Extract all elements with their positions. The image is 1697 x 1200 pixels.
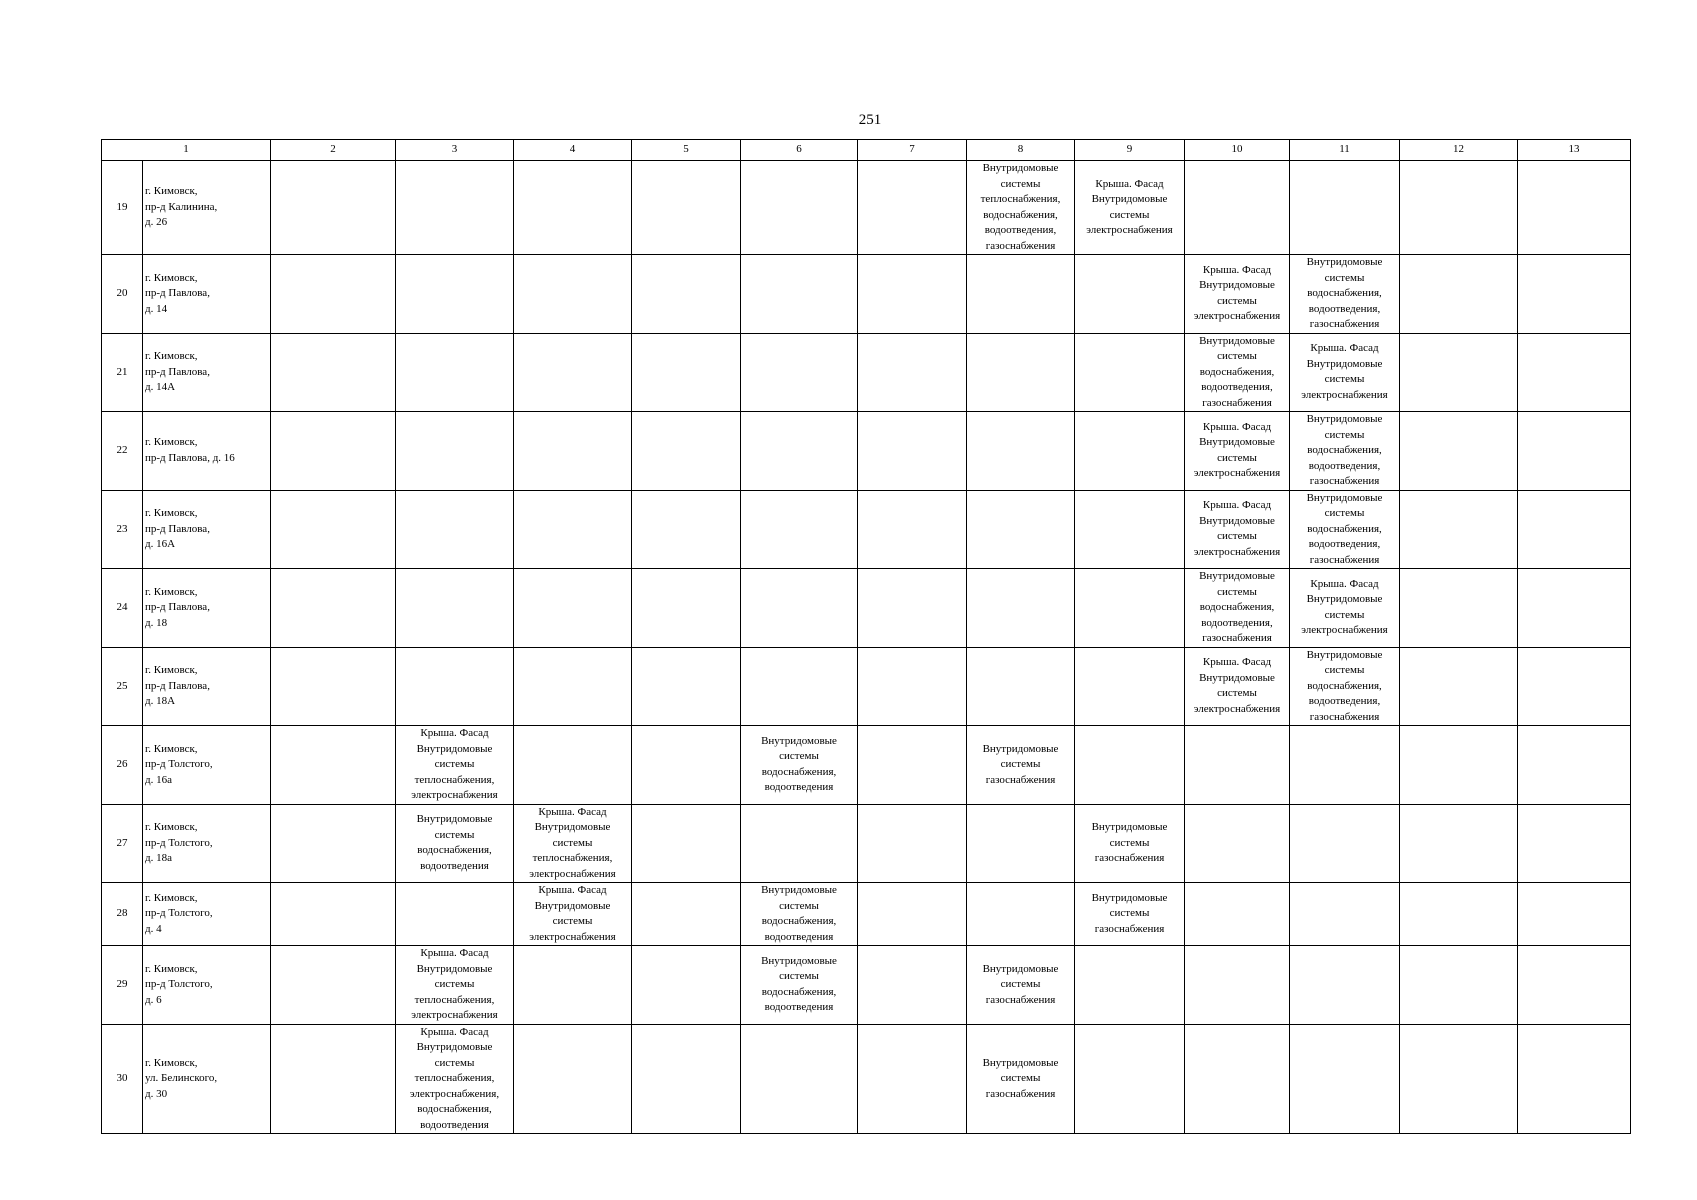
work-cell-col-6 <box>741 161 858 255</box>
work-cell-col-3 <box>396 490 514 569</box>
work-cell-col-8: Внутридомовые системы газоснабжения <box>967 946 1075 1025</box>
work-cell-col-6 <box>741 412 858 491</box>
work-cell-col-7 <box>858 569 967 648</box>
work-cell-col-7 <box>858 255 967 334</box>
work-cell-col-9 <box>1075 726 1185 805</box>
work-cell-col-2 <box>271 161 396 255</box>
work-cell-col-11: Крыша. Фасад Внутридомовые системы электроснабжения <box>1290 569 1400 648</box>
work-cell-col-6 <box>741 1024 858 1134</box>
work-cell-col-12 <box>1400 883 1518 946</box>
row-number: 30 <box>102 1024 143 1134</box>
work-cell-col-2 <box>271 647 396 726</box>
work-cell-col-11 <box>1290 804 1400 883</box>
work-cell-col-5 <box>632 804 741 883</box>
work-cell-col-12 <box>1400 569 1518 648</box>
header-cell: 3 <box>396 140 514 161</box>
works-table <box>101 139 1631 1134</box>
work-cell-col-11: Внутридомовые системы водоснабжения, водоотведения, газоснабжения <box>1290 490 1400 569</box>
work-cell-col-2 <box>271 490 396 569</box>
work-cell-col-6: Внутридомовые системы водоснабжения, водоотведения <box>741 946 858 1025</box>
row-number: 23 <box>102 490 143 569</box>
work-cell-col-2 <box>271 569 396 648</box>
row-number: 19 <box>102 161 143 255</box>
work-cell-col-2 <box>271 946 396 1025</box>
row-number: 28 <box>102 883 143 946</box>
work-cell-col-9 <box>1075 255 1185 334</box>
work-cell-col-8 <box>967 333 1075 412</box>
work-cell-col-9 <box>1075 333 1185 412</box>
work-cell-col-2 <box>271 333 396 412</box>
table-row <box>102 569 1631 648</box>
work-cell-col-13 <box>1518 647 1631 726</box>
work-cell-col-13 <box>1518 412 1631 491</box>
table-row <box>102 804 1631 883</box>
work-cell-col-13 <box>1518 333 1631 412</box>
header-cell: 10 <box>1185 140 1290 161</box>
work-cell-col-11: Крыша. Фасад Внутридомовые системы электроснабжения <box>1290 333 1400 412</box>
work-cell-col-12 <box>1400 412 1518 491</box>
work-cell-col-2 <box>271 255 396 334</box>
table-row <box>102 412 1631 491</box>
work-cell-col-4 <box>514 412 632 491</box>
work-cell-col-10: Крыша. Фасад Внутридомовые системы электроснабжения <box>1185 255 1290 334</box>
work-cell-col-5 <box>632 946 741 1025</box>
work-cell-col-12 <box>1400 804 1518 883</box>
work-cell-col-6 <box>741 333 858 412</box>
work-cell-col-4 <box>514 647 632 726</box>
address-cell: г. Кимовск, пр-д Толстого, д. 6 <box>143 946 271 1025</box>
work-cell-col-5 <box>632 883 741 946</box>
work-cell-col-13 <box>1518 726 1631 805</box>
work-cell-col-2 <box>271 726 396 805</box>
work-cell-col-8 <box>967 804 1075 883</box>
address-cell: г. Кимовск, ул. Белинского, д. 30 <box>143 1024 271 1134</box>
address-cell: г. Кимовск, пр-д Павлова, д. 18А <box>143 647 271 726</box>
work-cell-col-9 <box>1075 946 1185 1025</box>
header-cell: 6 <box>741 140 858 161</box>
work-cell-col-5 <box>632 333 741 412</box>
table-row <box>102 647 1631 726</box>
table-row <box>102 161 1631 255</box>
work-cell-col-3: Крыша. Фасад Внутридомовые системы теплоснабжения, электроснабжения <box>396 946 514 1025</box>
work-cell-col-6 <box>741 255 858 334</box>
work-cell-col-6 <box>741 569 858 648</box>
work-cell-col-9: Крыша. Фасад Внутридомовые системы электроснабжения <box>1075 161 1185 255</box>
work-cell-col-13 <box>1518 255 1631 334</box>
work-cell-col-3 <box>396 161 514 255</box>
work-cell-col-3 <box>396 412 514 491</box>
header-cell: 12 <box>1400 140 1518 161</box>
work-cell-col-13 <box>1518 946 1631 1025</box>
header-cell: 5 <box>632 140 741 161</box>
header-cell: 8 <box>967 140 1075 161</box>
address-cell: г. Кимовск, пр-д Калинина, д. 26 <box>143 161 271 255</box>
row-number: 21 <box>102 333 143 412</box>
work-cell-col-2 <box>271 804 396 883</box>
work-cell-col-6 <box>741 647 858 726</box>
work-cell-col-9 <box>1075 647 1185 726</box>
work-cell-col-9: Внутридомовые системы газоснабжения <box>1075 804 1185 883</box>
row-number: 22 <box>102 412 143 491</box>
work-cell-col-8 <box>967 883 1075 946</box>
work-cell-col-8 <box>967 412 1075 491</box>
work-cell-col-2 <box>271 412 396 491</box>
table-row <box>102 883 1631 946</box>
work-cell-col-5 <box>632 1024 741 1134</box>
address-cell: г. Кимовск, пр-д Павлова, д. 14А <box>143 333 271 412</box>
work-cell-col-12 <box>1400 726 1518 805</box>
work-cell-col-3: Внутридомовые системы водоснабжения, водоотведения <box>396 804 514 883</box>
work-cell-col-7 <box>858 412 967 491</box>
work-cell-col-3 <box>396 255 514 334</box>
work-cell-col-10 <box>1185 1024 1290 1134</box>
work-cell-col-11: Внутридомовые системы водоснабжения, водоотведения, газоснабжения <box>1290 255 1400 334</box>
work-cell-col-4 <box>514 255 632 334</box>
row-number: 29 <box>102 946 143 1025</box>
work-cell-col-3 <box>396 647 514 726</box>
work-cell-col-10: Крыша. Фасад Внутридомовые системы электроснабжения <box>1185 647 1290 726</box>
work-cell-col-13 <box>1518 569 1631 648</box>
work-cell-col-11 <box>1290 1024 1400 1134</box>
work-cell-col-2 <box>271 1024 396 1134</box>
header-cell: 1 <box>102 140 271 161</box>
work-cell-col-4 <box>514 726 632 805</box>
work-cell-col-3 <box>396 569 514 648</box>
work-cell-col-5 <box>632 412 741 491</box>
work-cell-col-7 <box>858 883 967 946</box>
work-cell-col-4: Крыша. Фасад Внутридомовые системы электроснабжения <box>514 883 632 946</box>
work-cell-col-5 <box>632 255 741 334</box>
work-cell-col-8 <box>967 569 1075 648</box>
work-cell-col-10: Внутридомовые системы водоснабжения, водоотведения, газоснабжения <box>1185 569 1290 648</box>
work-cell-col-4 <box>514 490 632 569</box>
header-row <box>102 140 1631 161</box>
header-cell: 2 <box>271 140 396 161</box>
work-cell-col-3: Крыша. Фасад Внутридомовые системы теплоснабжения, электроснабжения <box>396 726 514 805</box>
work-cell-col-12 <box>1400 946 1518 1025</box>
work-cell-col-7 <box>858 333 967 412</box>
work-cell-col-10 <box>1185 883 1290 946</box>
header-cell: 4 <box>514 140 632 161</box>
work-cell-col-13 <box>1518 1024 1631 1134</box>
work-cell-col-4 <box>514 161 632 255</box>
work-cell-col-4: Крыша. Фасад Внутридомовые системы теплоснабжения, электроснабжения <box>514 804 632 883</box>
header-cell: 9 <box>1075 140 1185 161</box>
work-cell-col-5 <box>632 161 741 255</box>
work-cell-col-7 <box>858 1024 967 1134</box>
row-number: 26 <box>102 726 143 805</box>
work-cell-col-8: Внутридомовые системы газоснабжения <box>967 726 1075 805</box>
work-cell-col-13 <box>1518 161 1631 255</box>
table-row <box>102 333 1631 412</box>
address-cell: г. Кимовск, пр-д Павлова, д. 16А <box>143 490 271 569</box>
work-cell-col-10: Крыша. Фасад Внутридомовые системы электроснабжения <box>1185 490 1290 569</box>
table-row <box>102 255 1631 334</box>
work-cell-col-8: Внутридомовые системы газоснабжения <box>967 1024 1075 1134</box>
page-number: 251 <box>858 112 882 128</box>
work-cell-col-2 <box>271 883 396 946</box>
address-cell: г. Кимовск, пр-д Толстого, д. 18а <box>143 804 271 883</box>
address-cell: г. Кимовск, пр-д Толстого, д. 4 <box>143 883 271 946</box>
work-cell-col-11 <box>1290 161 1400 255</box>
work-cell-col-10 <box>1185 161 1290 255</box>
table-row <box>102 946 1631 1025</box>
header-cell: 11 <box>1290 140 1400 161</box>
row-number: 24 <box>102 569 143 648</box>
work-cell-col-3: Крыша. Фасад Внутридомовые системы теплоснабжения, электроснабжения, водоснабжения, водоотведения <box>396 1024 514 1134</box>
work-cell-col-12 <box>1400 255 1518 334</box>
work-cell-col-10: Внутридомовые системы водоснабжения, водоотведения, газоснабжения <box>1185 333 1290 412</box>
work-cell-col-13 <box>1518 804 1631 883</box>
header-cell: 13 <box>1518 140 1631 161</box>
work-cell-col-4 <box>514 1024 632 1134</box>
work-cell-col-7 <box>858 490 967 569</box>
work-cell-col-12 <box>1400 490 1518 569</box>
table-row <box>102 1024 1631 1134</box>
work-cell-col-11 <box>1290 726 1400 805</box>
work-cell-col-10 <box>1185 804 1290 883</box>
work-cell-col-5 <box>632 726 741 805</box>
work-cell-col-13 <box>1518 883 1631 946</box>
work-cell-col-4 <box>514 333 632 412</box>
work-cell-col-4 <box>514 569 632 648</box>
work-cell-col-6: Внутридомовые системы водоснабжения, водоотведения <box>741 726 858 805</box>
work-cell-col-9 <box>1075 1024 1185 1134</box>
work-cell-col-8: Внутридомовые системы теплоснабжения, водоснабжения, водоотведения, газоснабжения <box>967 161 1075 255</box>
work-cell-col-11: Внутридомовые системы водоснабжения, водоотведения, газоснабжения <box>1290 412 1400 491</box>
work-cell-col-10: Крыша. Фасад Внутридомовые системы электроснабжения <box>1185 412 1290 491</box>
work-cell-col-9 <box>1075 569 1185 648</box>
work-cell-col-13 <box>1518 490 1631 569</box>
work-cell-col-4 <box>514 946 632 1025</box>
work-cell-col-3 <box>396 333 514 412</box>
work-cell-col-3 <box>396 883 514 946</box>
work-cell-col-6 <box>741 490 858 569</box>
table-row <box>102 490 1631 569</box>
work-cell-col-10 <box>1185 946 1290 1025</box>
work-cell-col-10 <box>1185 726 1290 805</box>
work-cell-col-11 <box>1290 946 1400 1025</box>
work-cell-col-6 <box>741 804 858 883</box>
work-cell-col-9 <box>1075 490 1185 569</box>
work-cell-col-8 <box>967 255 1075 334</box>
work-cell-col-12 <box>1400 333 1518 412</box>
row-number: 20 <box>102 255 143 334</box>
work-cell-col-9: Внутридомовые системы газоснабжения <box>1075 883 1185 946</box>
work-cell-col-5 <box>632 647 741 726</box>
row-number: 27 <box>102 804 143 883</box>
work-cell-col-12 <box>1400 161 1518 255</box>
work-cell-col-7 <box>858 946 967 1025</box>
address-cell: г. Кимовск, пр-д Павлова, д. 16 <box>143 412 271 491</box>
address-cell: г. Кимовск, пр-д Толстого, д. 16а <box>143 726 271 805</box>
work-cell-col-8 <box>967 647 1075 726</box>
table-row <box>102 726 1631 805</box>
work-cell-col-8 <box>967 490 1075 569</box>
address-cell: г. Кимовск, пр-д Павлова, д. 14 <box>143 255 271 334</box>
work-cell-col-7 <box>858 161 967 255</box>
work-cell-col-7 <box>858 726 967 805</box>
work-cell-col-11: Внутридомовые системы водоснабжения, водоотведения, газоснабжения <box>1290 647 1400 726</box>
work-cell-col-6: Внутридомовые системы водоснабжения, водоотведения <box>741 883 858 946</box>
work-cell-col-12 <box>1400 647 1518 726</box>
work-cell-col-5 <box>632 569 741 648</box>
address-cell: г. Кимовск, пр-д Павлова, д. 18 <box>143 569 271 648</box>
work-cell-col-7 <box>858 804 967 883</box>
work-cell-col-5 <box>632 490 741 569</box>
work-cell-col-12 <box>1400 1024 1518 1134</box>
work-cell-col-7 <box>858 647 967 726</box>
work-cell-col-9 <box>1075 412 1185 491</box>
work-cell-col-11 <box>1290 883 1400 946</box>
row-number: 25 <box>102 647 143 726</box>
header-cell: 7 <box>858 140 967 161</box>
